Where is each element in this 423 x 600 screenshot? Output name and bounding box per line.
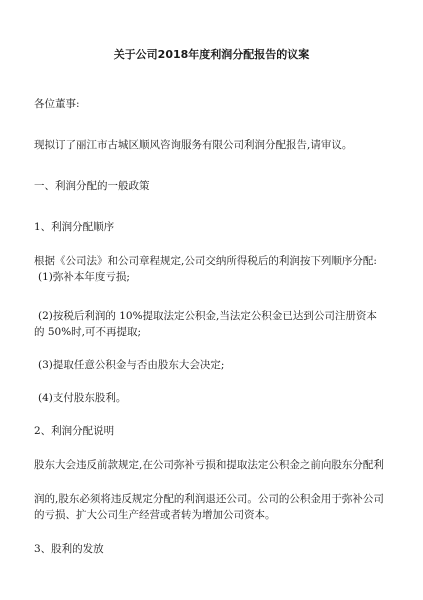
paragraph-notes-line1: 股东大会违反前款规定,在公司弥补亏损和提取法定公积金之前向股东分配利 [34, 459, 384, 471]
subheading-dividend-payment: 3、股利的发放 [34, 543, 104, 555]
salutation: 各位董事: [34, 98, 80, 110]
list-item-3: (3)提取任意公积金与否由股东大会决定; [38, 359, 225, 371]
subheading-distribution-notes: 2、利润分配说明 [34, 425, 115, 437]
subheading-distribution-order: 1、利润分配顺序 [34, 221, 115, 233]
list-item-4: (4)支付股东股利。 [38, 392, 127, 404]
list-item-1: (1)弥补本年度亏损; [38, 271, 130, 283]
paragraph-company-law: 根据《公司法》和公司章程规定,公司交纳所得税后的利润按下列顺序分配: [34, 255, 377, 267]
list-item-2-line2: 的 50%时,可不再提取; [34, 326, 142, 338]
section-heading-general-policy: 一、利润分配的一般政策 [34, 180, 150, 192]
document-title: 关于公司2018年度利润分配报告的议案 [113, 48, 310, 61]
intro-paragraph: 现拟订了丽江市古城区顺风咨询服务有限公司利润分配报告,请审议。 [34, 139, 353, 151]
paragraph-notes-line2: 润的,股东必须将违反规定分配的利润退还公司。公司的公积金用于弥补公司 [34, 493, 384, 505]
paragraph-notes-line3: 的亏损、扩大公司生产经营或者转为增加公司资本。 [34, 509, 276, 521]
list-item-2-line1: (2)按税后利润的 10%提取法定公积金,当法定公积金已达到公司注册资本 [38, 310, 377, 322]
